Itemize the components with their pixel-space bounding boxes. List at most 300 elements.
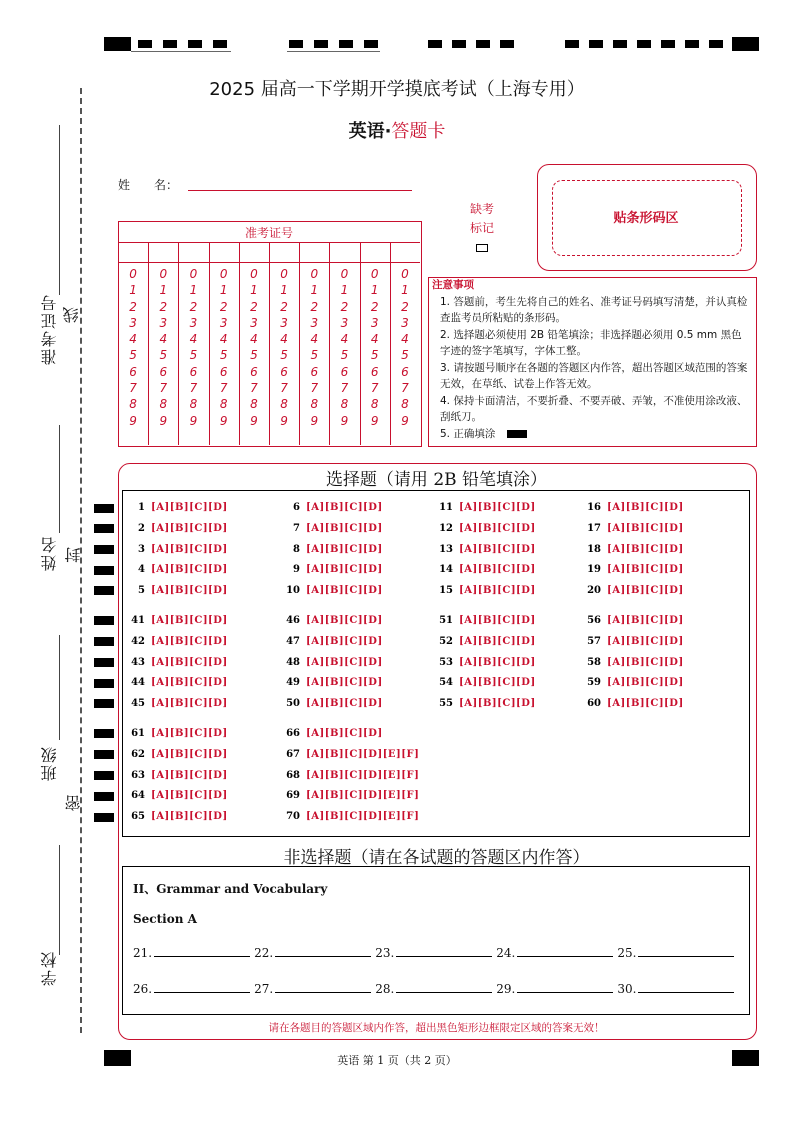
choice-question[interactable]: [125, 811, 228, 822]
choice-question[interactable]: [280, 585, 383, 596]
exam-id-bubble[interactable]: 4: [401, 332, 409, 347]
answer-options[interactable]: [A][B][C][D]: [607, 635, 684, 647]
answer-options[interactable]: [A][B][C][D][E][F]: [306, 748, 420, 760]
absent-checkbox[interactable]: [476, 244, 488, 252]
subject-name: 英语: [348, 121, 385, 142]
exam-id-bubble[interactable]: 0: [280, 267, 288, 281]
exam-id-bubble[interactable]: 5: [370, 348, 379, 363]
exam-id-bubble[interactable]: 3: [370, 315, 379, 330]
answer-blank[interactable]: [638, 980, 734, 993]
timing-mark: [94, 524, 114, 533]
fill-blank-item: [617, 980, 734, 996]
exam-id-bubble[interactable]: 1: [340, 283, 349, 298]
question-number: 6: [293, 502, 300, 513]
question-number: 16: [587, 502, 601, 513]
exam-id-bubble[interactable]: 1: [129, 283, 137, 298]
exam-id-bubble[interactable]: 0: [310, 267, 319, 281]
choice-question[interactable]: [581, 502, 684, 513]
question-number: 48: [286, 656, 300, 668]
side-seal-label: 封: [64, 545, 83, 563]
choice-question[interactable]: [280, 790, 419, 801]
exam-id-bubble[interactable]: 9: [310, 413, 319, 428]
choice-question[interactable]: [280, 677, 383, 688]
exam-id-bubble[interactable]: 8: [189, 397, 198, 412]
exam-id-digit-entry[interactable]: [393, 245, 417, 259]
exam-id-bubble[interactable]: 4: [189, 332, 198, 347]
exam-id-bubble[interactable]: 3: [310, 315, 319, 330]
exam-id-bubble[interactable]: 5: [219, 348, 228, 363]
exam-id-bubble[interactable]: 1: [189, 283, 198, 298]
choice-question[interactable]: [125, 790, 228, 801]
question-number: 65: [131, 811, 145, 823]
answer-options[interactable]: [A][B][C][D]: [306, 656, 383, 668]
exam-id-bubble[interactable]: 6: [280, 364, 288, 379]
exam-id-bubble[interactable]: 7: [401, 381, 409, 396]
notice-item: 1. 答题前，考生先将自己的姓名、准考证号码填写清楚，并认真检查监考员所粘贴的条形码。: [440, 295, 748, 324]
choice-question[interactable]: [125, 585, 228, 596]
question-number: 55: [439, 698, 453, 710]
exam-id-column: [239, 266, 269, 429]
answer-options[interactable]: [A][B][C][D]: [151, 502, 228, 513]
timing-mark: [428, 40, 442, 48]
answer-options[interactable]: [A][B][C][D]: [151, 585, 228, 597]
answer-blank[interactable]: [396, 944, 492, 957]
exam-id-bubble[interactable]: 6: [401, 364, 409, 379]
choice-question[interactable]: [433, 523, 536, 534]
divider: [287, 51, 380, 52]
exam-id-digit-entry[interactable]: [272, 245, 296, 259]
question-number: 58: [587, 656, 601, 668]
exam-id-bubble[interactable]: 3: [401, 315, 409, 330]
exam-id-bubble[interactable]: 1: [219, 283, 228, 298]
timing-mark: [476, 40, 490, 48]
choice-question[interactable]: [581, 544, 684, 555]
exam-id-bubble[interactable]: 6: [129, 364, 137, 379]
answer-blank[interactable]: [638, 944, 734, 957]
answer-options[interactable]: [A][B][C][D]: [459, 635, 536, 647]
exam-id-bubble[interactable]: 8: [340, 397, 349, 412]
side-field-line: [59, 425, 60, 533]
exam-id-bubble[interactable]: 4: [129, 332, 137, 347]
timing-mark: [94, 658, 114, 667]
exam-id-bubble[interactable]: 9: [159, 413, 168, 428]
answer-options[interactable]: [A][B][C][D]: [607, 543, 684, 555]
answer-options[interactable]: [A][B][C][D]: [607, 502, 684, 513]
answer-options[interactable]: [A][B][C][D]: [607, 564, 684, 576]
choice-question[interactable]: [581, 585, 684, 596]
exam-id-bubble[interactable]: 0: [219, 267, 228, 281]
timing-mark: [661, 40, 675, 48]
choice-question[interactable]: [433, 677, 536, 688]
timing-mark: [339, 40, 353, 48]
answer-options[interactable]: [A][B][C][D]: [459, 522, 536, 534]
question-number: 68: [286, 769, 300, 781]
choice-question[interactable]: [280, 811, 419, 822]
question-number: 43: [131, 656, 145, 668]
exam-id-bubble[interactable]: 2: [129, 299, 137, 314]
exam-id-digit-entry[interactable]: [332, 245, 356, 259]
exam-id-bubble[interactable]: 8: [250, 397, 258, 412]
choice-question[interactable]: [280, 657, 383, 668]
exam-id-digit-entry[interactable]: [181, 245, 205, 259]
question-number: 57: [587, 635, 601, 647]
choice-question[interactable]: [125, 636, 228, 647]
exam-id-bubble[interactable]: 7: [129, 381, 137, 396]
answer-options[interactable]: [A][B][C][D]: [306, 502, 383, 513]
answer-options[interactable]: [A][B][C][D]: [151, 615, 228, 626]
exam-id-bubble[interactable]: 9: [129, 413, 137, 428]
answer-options[interactable]: [A][B][C][D]: [306, 522, 383, 534]
blank-number: 21.: [133, 946, 153, 960]
exam-id-bubble[interactable]: 8: [219, 397, 228, 412]
exam-id-bubble[interactable]: 6: [370, 364, 379, 379]
choice-question[interactable]: [581, 636, 684, 647]
answer-options[interactable]: [A][B][C][D]: [151, 543, 228, 555]
exam-id-bubble[interactable]: 7: [280, 381, 288, 396]
notice-item: 3. 请按题号顺序在各题的答题区内作答，超出答题区域范围的答案无效，在草纸、试卷上作答无效。: [440, 361, 748, 390]
question-number: 2: [138, 522, 145, 534]
question-number: 44: [131, 677, 145, 689]
answer-options[interactable]: [A][B][C][D]: [151, 677, 228, 689]
question-number: 49: [286, 677, 300, 689]
answer-options[interactable]: [A][B][C][D]: [459, 585, 536, 597]
fill-blank-item: [133, 944, 250, 960]
exam-id-bubble[interactable]: 4: [370, 332, 379, 347]
answer-options[interactable]: [A][B][C][D]: [607, 656, 684, 668]
exam-id-bubble[interactable]: 5: [340, 348, 349, 363]
choice-question[interactable]: [581, 698, 684, 709]
exam-id-bubble[interactable]: 3: [159, 315, 168, 330]
choice-question[interactable]: [433, 585, 536, 596]
choice-question[interactable]: [280, 502, 383, 513]
choice-question[interactable]: [433, 657, 536, 668]
exam-id-bubble[interactable]: 2: [280, 299, 288, 314]
choice-question[interactable]: [433, 698, 536, 709]
exam-id-digit-entry[interactable]: [302, 245, 326, 259]
exam-id-bubble[interactable]: 5: [310, 348, 319, 363]
exam-id-digit-entry[interactable]: [363, 245, 387, 259]
absent-line2: 标记: [470, 221, 495, 235]
exam-id-bubble[interactable]: 2: [370, 299, 379, 314]
exam-id-bubble[interactable]: 6: [159, 364, 168, 379]
choice-question[interactable]: [125, 677, 228, 688]
answer-options[interactable]: [A][B][C][D]: [459, 677, 536, 689]
answer-options[interactable]: [A][B][C][D]: [607, 615, 684, 626]
exam-id-digit-entry[interactable]: [212, 245, 236, 259]
exam-id-bubble[interactable]: 1: [250, 283, 258, 298]
nonchoice-section-title: 非选择题（请在各试题的答题区内作答）: [283, 848, 590, 868]
exam-id-bubble[interactable]: 0: [189, 267, 198, 281]
exam-id-bubble[interactable]: 5: [280, 348, 288, 363]
exam-id-bubble[interactable]: 0: [129, 267, 137, 281]
exam-id-bubble[interactable]: 0: [340, 267, 349, 281]
exam-id-bubble[interactable]: 0: [401, 267, 409, 281]
choice-question[interactable]: [280, 564, 383, 575]
name-field[interactable]: [188, 190, 412, 191]
exam-id-bubble[interactable]: 3: [189, 315, 198, 330]
answer-blank[interactable]: [517, 944, 613, 957]
choice-question[interactable]: [125, 749, 228, 760]
question-number: 14: [439, 564, 453, 576]
choice-question[interactable]: [280, 615, 383, 626]
answer-blank[interactable]: [517, 980, 613, 993]
exam-id-bubble[interactable]: 0: [250, 267, 258, 281]
exam-id-bubble[interactable]: 7: [310, 381, 319, 396]
exam-id-bubble[interactable]: 8: [159, 397, 168, 412]
choice-question[interactable]: [125, 770, 228, 781]
choice-question[interactable]: [125, 544, 228, 555]
corner-marker: [732, 37, 759, 51]
exam-id-bubble[interactable]: 2: [219, 299, 228, 314]
choice-question[interactable]: [125, 502, 228, 513]
exam-id-bubble[interactable]: 0: [159, 267, 168, 281]
exam-id-column: [360, 266, 390, 429]
choice-question[interactable]: [280, 636, 383, 647]
exam-id-bubble[interactable]: 9: [401, 413, 409, 428]
blank-number: 24.: [496, 946, 516, 960]
answer-blank[interactable]: [396, 980, 492, 993]
fill-blank-item: [254, 944, 371, 960]
exam-id-bubble[interactable]: 5: [189, 348, 198, 363]
answer-options[interactable]: [A][B][C][D]: [306, 615, 383, 626]
choice-question[interactable]: [433, 615, 536, 626]
choice-question[interactable]: [280, 749, 419, 760]
choice-question[interactable]: [581, 657, 684, 668]
answer-options[interactable]: [A][B][C][D]: [151, 728, 228, 739]
question-number: 42: [131, 635, 145, 647]
notice-item: 4. 保持卡面清洁，不要折叠、不要弄破、弄皱，不准使用涂改液、刮纸刀。: [440, 394, 748, 423]
timing-mark: [709, 40, 723, 48]
timing-mark: [94, 750, 114, 759]
exam-id-bubble[interactable]: 6: [310, 364, 319, 379]
question-number: 15: [439, 585, 453, 597]
question-number: 51: [439, 615, 453, 626]
exam-id-bubble[interactable]: 3: [250, 315, 258, 330]
answer-options[interactable]: [A][B][C][D]: [151, 790, 228, 802]
choice-question[interactable]: [125, 564, 228, 575]
timing-mark: [94, 813, 114, 822]
exam-id-bubble[interactable]: 8: [401, 397, 409, 412]
answer-options[interactable]: [A][B][C][D]: [151, 748, 228, 760]
answer-options[interactable]: [A][B][C][D]: [306, 543, 383, 555]
exam-id-bubble[interactable]: 9: [340, 413, 349, 428]
notice: [432, 277, 752, 442]
absent-mark-label: [470, 200, 494, 238]
page-footer: 英语 第 1 页（共 2 页）: [337, 1054, 457, 1067]
exam-id-bubble[interactable]: 1: [401, 283, 409, 298]
answer-options[interactable]: [A][B][C][D]: [306, 564, 383, 576]
choice-question[interactable]: [280, 523, 383, 534]
answer-blank[interactable]: [154, 944, 250, 957]
answer-options[interactable]: [A][B][C][D]: [607, 698, 684, 710]
answer-options[interactable]: [A][B][C][D][E][F]: [306, 769, 420, 781]
answer-options[interactable]: [A][B][C][D]: [459, 564, 536, 576]
exam-id-bubble[interactable]: 7: [159, 381, 168, 396]
exam-id-bubble[interactable]: 0: [370, 267, 379, 281]
question-number: 17: [587, 522, 601, 534]
choice-question[interactable]: [433, 636, 536, 647]
exam-id-bubble[interactable]: 4: [159, 332, 168, 347]
exam-id-bubble[interactable]: 4: [280, 332, 288, 347]
exam-id-bubble[interactable]: 7: [340, 381, 349, 396]
exam-id-digit-entry[interactable]: [151, 245, 175, 259]
question-number: 1: [138, 502, 145, 513]
answer-options[interactable]: [A][B][C][D][E][F]: [306, 790, 420, 802]
exam-id-digit-entry[interactable]: [242, 245, 266, 259]
exam-id-bubble[interactable]: 8: [370, 397, 379, 412]
choice-question[interactable]: [581, 615, 684, 626]
exam-id-bubble[interactable]: 5: [401, 348, 409, 363]
question-number: 52: [439, 635, 453, 647]
choice-question[interactable]: [125, 523, 228, 534]
choice-question[interactable]: [125, 615, 228, 626]
fill-blank-item: [496, 980, 613, 996]
answer-options[interactable]: [A][B][C][D][E][F]: [306, 811, 420, 823]
title-dot: ·: [384, 121, 392, 142]
question-number: 18: [587, 543, 601, 555]
question-number: 53: [439, 656, 453, 668]
exam-id-bubble[interactable]: 5: [250, 348, 258, 363]
timing-mark: [94, 699, 114, 708]
choice-question[interactable]: [280, 728, 383, 739]
choice-question[interactable]: [433, 502, 536, 513]
choice-question[interactable]: [280, 698, 383, 709]
exam-id-bubble[interactable]: 6: [189, 364, 198, 379]
exam-id-bubble[interactable]: 1: [280, 283, 288, 298]
notice-item-fill: [440, 426, 752, 443]
exam-id-bubble[interactable]: 3: [340, 315, 349, 330]
question-number: 11: [439, 502, 453, 513]
exam-id-bubble[interactable]: 2: [310, 299, 319, 314]
exam-id-bubble[interactable]: 5: [159, 348, 168, 363]
exam-id-bubble[interactable]: 9: [219, 413, 228, 428]
timing-mark: [94, 679, 114, 688]
choice-question[interactable]: [280, 770, 419, 781]
choice-question[interactable]: [125, 728, 228, 739]
fill-blank-item: [254, 980, 371, 996]
exam-id-bubble[interactable]: 4: [340, 332, 349, 347]
timing-mark: [94, 792, 114, 801]
answer-options[interactable]: [A][B][C][D]: [459, 502, 536, 513]
exam-id-bubble[interactable]: 9: [250, 413, 258, 428]
exam-id-bubble[interactable]: 1: [310, 283, 319, 298]
answer-options[interactable]: [A][B][C][D]: [151, 698, 228, 710]
exam-id-bubble[interactable]: 6: [250, 364, 258, 379]
exam-id-bubble[interactable]: 2: [340, 299, 349, 314]
answer-options[interactable]: [A][B][C][D]: [459, 543, 536, 555]
question-number: 66: [286, 728, 300, 739]
answer-options[interactable]: [A][B][C][D]: [151, 635, 228, 647]
exam-id-bubble[interactable]: 7: [189, 381, 198, 396]
timing-mark: [163, 40, 177, 48]
answer-options[interactable]: [A][B][C][D]: [306, 728, 383, 739]
exam-id-bubble[interactable]: 2: [159, 299, 168, 314]
exam-id-bubble[interactable]: 8: [129, 397, 137, 412]
exam-id-bubble[interactable]: 4: [310, 332, 319, 347]
answer-options[interactable]: [A][B][C][D]: [459, 615, 536, 626]
answer-options[interactable]: [A][B][C][D]: [306, 635, 383, 647]
answer-blank[interactable]: [154, 980, 250, 993]
fill-blank-item: [496, 944, 613, 960]
exam-id-bubble[interactable]: 2: [189, 299, 198, 314]
exam-id-bubble[interactable]: 7: [370, 381, 379, 396]
exam-id-bubble[interactable]: 2: [401, 299, 409, 314]
choice-question[interactable]: [581, 677, 684, 688]
question-number: 56: [587, 615, 601, 626]
exam-id-bubble[interactable]: 7: [250, 381, 258, 396]
side-field-line: [59, 125, 60, 295]
answer-options[interactable]: [A][B][C][D]: [459, 698, 536, 710]
choice-question[interactable]: [433, 544, 536, 555]
answer-blank[interactable]: [275, 944, 371, 957]
answer-options[interactable]: [A][B][C][D]: [151, 811, 228, 823]
exam-id-bubble[interactable]: 9: [280, 413, 288, 428]
choice-question[interactable]: [581, 564, 684, 575]
exam-id-bubble[interactable]: 8: [280, 397, 288, 412]
answer-options[interactable]: [A][B][C][D]: [306, 677, 383, 689]
question-number: 8: [293, 543, 300, 555]
exam-id-bubble[interactable]: 1: [159, 283, 168, 298]
choice-question[interactable]: [125, 698, 228, 709]
exam-id-bubble[interactable]: 9: [370, 413, 379, 428]
blank-number: 22.: [254, 946, 274, 960]
exam-id-bubble[interactable]: 2: [250, 299, 258, 314]
notice-item-5: 5. 正确填涂: [440, 427, 496, 440]
exam-id-bubble[interactable]: 1: [370, 283, 379, 298]
fill-blank-item: [617, 944, 734, 960]
answer-options[interactable]: [A][B][C][D]: [151, 656, 228, 668]
answer-options[interactable]: [A][B][C][D]: [607, 677, 684, 689]
exam-id-bubble[interactable]: 4: [219, 332, 228, 347]
exam-id-bubble[interactable]: 3: [219, 315, 228, 330]
exam-id-bubble[interactable]: 7: [219, 381, 228, 396]
choice-question[interactable]: [581, 523, 684, 534]
section-heading: Section A: [133, 912, 197, 926]
exam-id-digit-entry[interactable]: [121, 245, 145, 259]
blank-number: 29.: [496, 982, 516, 996]
exam-id-column: [390, 266, 420, 429]
answer-options[interactable]: [A][B][C][D]: [607, 585, 684, 597]
answer-options[interactable]: [A][B][C][D]: [607, 522, 684, 534]
exam-id-bubble[interactable]: 8: [310, 397, 319, 412]
question-number: 13: [439, 543, 453, 555]
answer-options[interactable]: [A][B][C][D]: [459, 656, 536, 668]
answer-options[interactable]: [A][B][C][D]: [151, 522, 228, 534]
answer-options[interactable]: [A][B][C][D]: [306, 585, 383, 597]
answer-options[interactable]: [A][B][C][D]: [306, 698, 383, 710]
answer-options[interactable]: [A][B][C][D]: [151, 564, 228, 576]
answer-options[interactable]: [A][B][C][D]: [151, 769, 228, 781]
question-number: 45: [131, 698, 145, 710]
question-number: 70: [286, 811, 300, 823]
choice-question[interactable]: [433, 564, 536, 575]
exam-id-bubble[interactable]: 9: [189, 413, 198, 428]
exam-id-bubble[interactable]: 3: [129, 315, 137, 330]
blank-number: 28.: [375, 982, 395, 996]
choice-question[interactable]: [125, 657, 228, 668]
choice-question[interactable]: [280, 544, 383, 555]
answer-blank[interactable]: [275, 980, 371, 993]
exam-id-bubble[interactable]: 6: [340, 364, 349, 379]
exam-id-bubble[interactable]: 6: [219, 364, 228, 379]
timing-mark: [94, 566, 114, 575]
timing-mark: [94, 637, 114, 646]
side-line-label: 线: [62, 305, 81, 323]
timing-mark: [94, 729, 114, 738]
exam-id-bubble[interactable]: 3: [280, 315, 288, 330]
exam-id-bubble[interactable]: 5: [129, 348, 137, 363]
exam-id-bubble[interactable]: 4: [250, 332, 258, 347]
